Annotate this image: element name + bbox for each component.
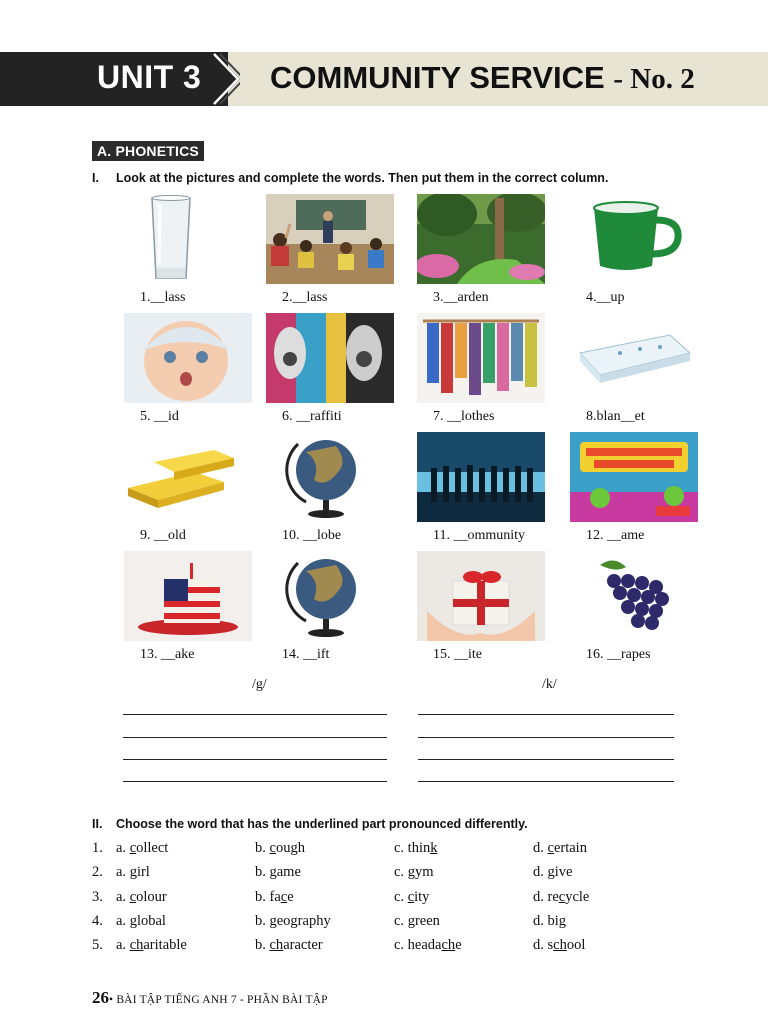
item-caption: 5. __id xyxy=(140,409,179,424)
option-text: lobal xyxy=(136,913,166,929)
answer-line-g[interactable] xyxy=(123,714,387,715)
gift-image xyxy=(417,551,545,641)
cup-image xyxy=(570,194,698,284)
question-row xyxy=(92,913,712,935)
underlined-part: g xyxy=(547,864,555,880)
game-image xyxy=(570,432,698,522)
underlined-part: g xyxy=(407,864,415,880)
clothes-image xyxy=(417,313,545,403)
option-text: b. xyxy=(255,840,270,856)
question-number: 3. xyxy=(92,889,103,905)
instruction-text: Choose the word that has the underlined part pronounced differently. xyxy=(116,817,528,831)
question-number: 4. xyxy=(92,913,103,929)
answer-option[interactable] xyxy=(255,913,331,930)
underlined-part: c xyxy=(269,840,276,856)
question-number: 1. xyxy=(92,840,103,856)
underlined-part: g xyxy=(129,913,137,929)
option-text: e xyxy=(287,889,294,905)
item-caption: 7. __lothes xyxy=(433,409,495,424)
instruction-2 xyxy=(92,817,528,831)
item-caption: 2.__lass xyxy=(282,290,328,305)
unit-banner xyxy=(0,52,768,106)
option-text: irl xyxy=(136,864,150,880)
picture-item xyxy=(409,313,559,431)
item-caption: 10. __lobe xyxy=(282,528,342,543)
question-row xyxy=(92,889,712,911)
picture-item xyxy=(116,432,266,550)
picture-item xyxy=(409,432,559,550)
answer-option[interactable] xyxy=(533,864,572,881)
option-text: c. heada xyxy=(394,937,442,953)
answer-line-g[interactable] xyxy=(123,737,387,738)
underlined-part: g xyxy=(407,913,415,929)
item-caption: 12. __ame xyxy=(586,528,645,543)
option-text: c. xyxy=(394,913,408,929)
answer-option[interactable] xyxy=(394,840,438,857)
question-row xyxy=(92,840,712,862)
question-number: 2. xyxy=(92,864,103,880)
page-number: 26 xyxy=(92,988,109,1007)
option-text: ough xyxy=(275,840,305,856)
option-text: d. bi xyxy=(533,913,559,929)
answer-option[interactable] xyxy=(116,889,167,906)
picture-item xyxy=(562,551,712,669)
underlined-part: c xyxy=(558,889,566,905)
option-text: e xyxy=(455,937,462,953)
option-text: ity xyxy=(414,889,430,905)
glass-image xyxy=(124,194,252,284)
instruction-number: II. xyxy=(92,817,103,831)
answer-option[interactable] xyxy=(116,913,166,930)
column-header-k: /k/ xyxy=(542,677,557,692)
item-caption: 13. __ake xyxy=(140,647,195,662)
underlined-part: c xyxy=(280,889,288,905)
option-text: b. fa xyxy=(255,889,281,905)
underlined-part: g xyxy=(269,913,277,929)
option-text: olour xyxy=(136,889,167,905)
picture-item xyxy=(116,194,266,312)
picture-item xyxy=(562,432,712,550)
answer-option[interactable] xyxy=(394,913,440,930)
instruction-text: Look at the pictures and complete the words. Then put them in the correct column. xyxy=(116,171,609,185)
option-text: c. xyxy=(394,864,408,880)
item-caption: 14. __ift xyxy=(282,647,330,662)
option-text: ym xyxy=(414,864,434,880)
picture-item xyxy=(409,551,559,669)
answer-line-k[interactable] xyxy=(418,714,674,715)
option-text: d. xyxy=(533,864,548,880)
question-row xyxy=(92,864,712,886)
item-caption: 11. __ommunity xyxy=(433,528,526,543)
answer-option[interactable] xyxy=(255,864,301,881)
underlined-part: ch xyxy=(553,937,567,953)
item-caption: 3.__arden xyxy=(433,290,489,305)
option-text: a. xyxy=(116,889,130,905)
underlined-part: ch xyxy=(269,937,284,953)
option-text: aracter xyxy=(283,937,323,953)
underlined-part: g xyxy=(269,864,277,880)
option-text: c. xyxy=(394,889,408,905)
picture-item xyxy=(258,313,408,431)
unit-label: UNIT 3 xyxy=(97,59,202,95)
answer-option[interactable] xyxy=(255,889,294,906)
option-text: c. thin xyxy=(394,840,431,856)
item-caption: 4.__up xyxy=(586,290,625,305)
title-suffix: - No. 2 xyxy=(613,63,695,95)
option-text: a. xyxy=(116,840,130,856)
option-text: d. re xyxy=(533,889,559,905)
underlined-part: c xyxy=(129,889,137,905)
instruction-1 xyxy=(92,171,608,185)
answer-option[interactable] xyxy=(116,864,150,881)
answer-line-g[interactable] xyxy=(123,759,387,760)
option-text: ame xyxy=(276,864,301,880)
answer-option[interactable] xyxy=(533,840,587,857)
answer-option[interactable] xyxy=(533,889,589,906)
chevron-divider-icon xyxy=(200,52,240,106)
gold-image xyxy=(124,432,252,522)
option-text: eography xyxy=(276,913,331,929)
picture-item xyxy=(258,551,408,669)
answer-line-k[interactable] xyxy=(418,781,674,782)
option-text: b. xyxy=(255,913,270,929)
garden-image xyxy=(417,194,545,284)
page-title xyxy=(270,60,695,96)
instruction-number: I. xyxy=(92,171,99,185)
item-caption: 16. __rapes xyxy=(586,647,651,662)
answer-option[interactable] xyxy=(394,864,433,881)
underlined-part: ch xyxy=(129,937,144,953)
community-image xyxy=(417,432,545,522)
underlined-part: c xyxy=(129,840,137,856)
answer-option[interactable] xyxy=(116,840,168,857)
question-number: 5. xyxy=(92,937,103,953)
baby-image xyxy=(124,313,252,403)
option-text: ool xyxy=(566,937,586,953)
classroom-image xyxy=(266,194,394,284)
item-caption: 9. __old xyxy=(140,528,186,543)
answer-option[interactable] xyxy=(255,840,305,857)
option-text: d. xyxy=(533,840,548,856)
item-caption: 8.blan__et xyxy=(586,409,645,424)
option-text: ive xyxy=(554,864,573,880)
picture-item xyxy=(116,551,266,669)
answer-line-k[interactable] xyxy=(418,759,674,760)
item-caption: 1.__lass xyxy=(140,290,186,305)
picture-item xyxy=(409,194,559,312)
option-text: ertain xyxy=(553,840,587,856)
graffiti-image xyxy=(266,313,394,403)
question-row xyxy=(92,937,712,959)
underlined-part: ch xyxy=(441,937,456,953)
underlined-part: k xyxy=(430,840,438,856)
book-title: BÀI TẬP TIẾNG ANH 7 - PHẦN BÀI TẬP xyxy=(116,994,328,1006)
answer-option[interactable] xyxy=(533,913,566,930)
option-text: a. xyxy=(116,913,130,929)
section-heading: A. PHONETICS xyxy=(92,141,204,161)
cake-image xyxy=(124,551,252,641)
answer-line-g[interactable] xyxy=(123,781,387,782)
title-main: COMMUNITY SERVICE xyxy=(270,60,605,95)
picture-item xyxy=(562,194,712,312)
globe-image xyxy=(266,551,394,641)
option-text: aritable xyxy=(143,937,187,953)
answer-option[interactable] xyxy=(255,937,323,954)
option-text: ycle xyxy=(565,889,590,905)
item-caption: 6. __raffiti xyxy=(282,409,342,424)
answer-option[interactable] xyxy=(394,889,429,906)
grapes-image xyxy=(570,551,698,641)
option-text: d. s xyxy=(533,937,554,953)
globe-image xyxy=(266,432,394,522)
underlined-part: g xyxy=(558,913,567,929)
answer-option[interactable] xyxy=(394,937,462,954)
page-footer xyxy=(92,988,328,1008)
underlined-part: c xyxy=(407,889,415,905)
answer-option[interactable] xyxy=(533,937,585,954)
footer-bullet: • xyxy=(109,994,117,1006)
option-text: a. xyxy=(116,864,130,880)
picture-item xyxy=(562,313,712,431)
answer-line-k[interactable] xyxy=(418,737,674,738)
picture-item xyxy=(258,432,408,550)
picture-item xyxy=(258,194,408,312)
option-text: b. xyxy=(255,937,270,953)
underlined-part: c xyxy=(547,840,554,856)
picture-item xyxy=(116,313,266,431)
answer-option[interactable] xyxy=(116,937,187,954)
option-text: reen xyxy=(414,913,440,929)
option-text: ollect xyxy=(136,840,169,856)
column-header-g: /g/ xyxy=(252,677,267,692)
underlined-part: g xyxy=(129,864,137,880)
item-caption: 15. __ite xyxy=(433,647,482,662)
blanket-image xyxy=(570,313,698,403)
option-text: a. xyxy=(116,937,130,953)
option-text: b. xyxy=(255,864,270,880)
